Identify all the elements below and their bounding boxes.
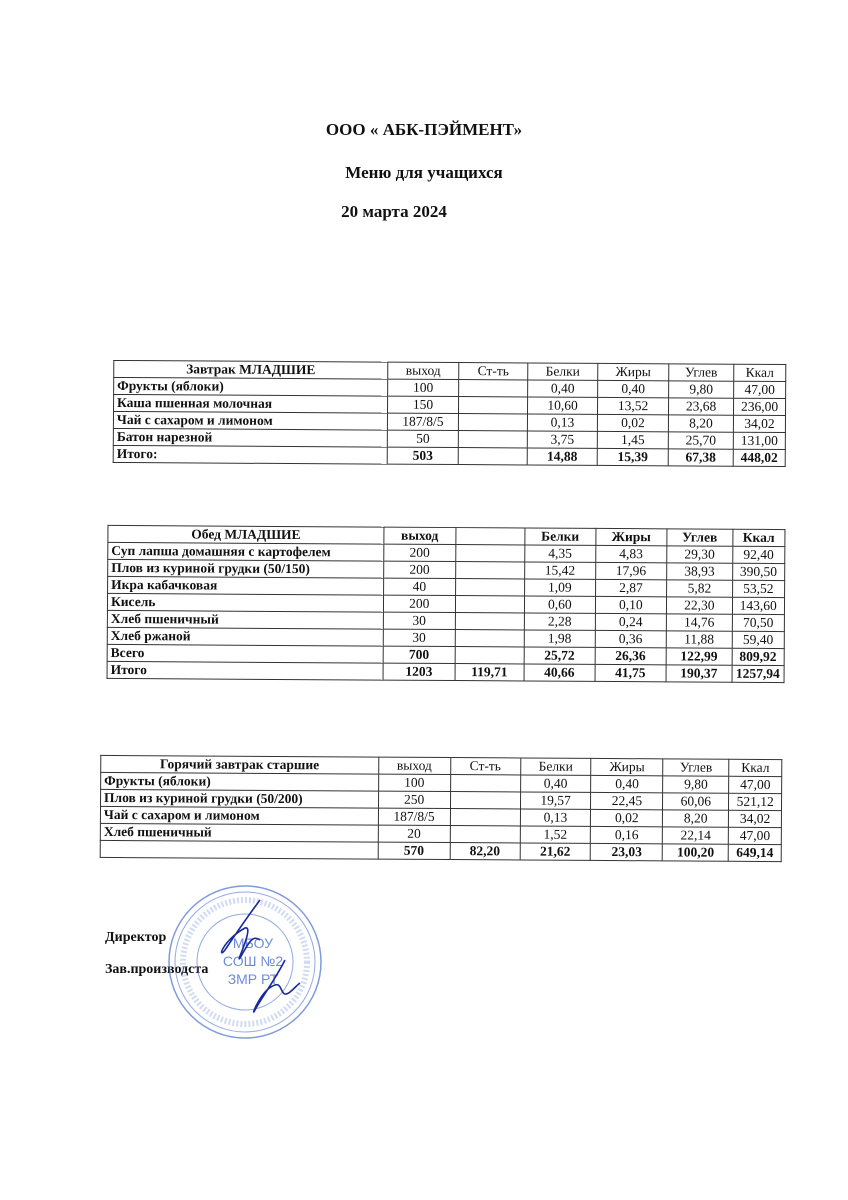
column-header: Углев (663, 759, 729, 776)
value-cell: 649,14 (728, 844, 781, 861)
value-cell (455, 562, 525, 579)
value-cell: 809,92 (732, 648, 785, 665)
value-cell: 11,88 (666, 631, 732, 648)
value-cell: 2,87 (595, 579, 667, 596)
value-cell: 236,00 (733, 398, 785, 415)
value-cell: 47,00 (734, 381, 786, 398)
director-signature-label: Директор (105, 930, 167, 945)
value-cell: 30 (383, 612, 455, 629)
value-cell: 47,00 (729, 776, 782, 793)
value-cell: 2,28 (524, 613, 595, 630)
svg-text:СОШ №2: СОШ №2 (222, 953, 284, 969)
value-cell: 53,52 (732, 580, 785, 597)
column-header: Углев (669, 364, 734, 381)
value-cell: 92,40 (732, 546, 785, 563)
value-cell: 4,35 (525, 545, 596, 562)
value-cell: 1,52 (520, 826, 591, 843)
value-cell: 60,06 (663, 793, 729, 810)
table-section-title: Горячий завтрак старшие (101, 755, 379, 774)
value-cell: 40 (384, 578, 456, 595)
value-cell (459, 380, 528, 397)
column-header: Белки (520, 758, 591, 775)
dish-name: Икра кабачковая (108, 576, 384, 595)
column-header: Ккал (734, 364, 786, 381)
dish-name: Батон нарезной (113, 428, 387, 447)
total-row (100, 840, 781, 861)
value-cell: 38,93 (667, 563, 733, 580)
value-cell: 570 (378, 842, 450, 859)
value-cell (450, 809, 520, 826)
value-cell (455, 647, 525, 664)
value-cell: 23,68 (668, 398, 733, 415)
value-cell: 82,20 (450, 843, 520, 860)
value-cell: 0,24 (595, 613, 667, 630)
production-head-signature-label: Зав.производста (105, 962, 209, 977)
dish-name: Всего (107, 644, 383, 663)
column-header: Ккал (729, 759, 782, 776)
column-header: выход (378, 757, 450, 774)
value-cell: 131,00 (733, 432, 785, 449)
value-cell: 14,88 (527, 448, 597, 465)
dish-name: Плов из куриной грудки (50/150) (108, 559, 384, 578)
value-cell: 0,13 (527, 414, 597, 431)
value-cell: 250 (378, 791, 450, 808)
value-cell: 29,30 (667, 546, 733, 563)
value-cell: 59,40 (732, 631, 785, 648)
document-subtitle: Меню для учащихся (345, 163, 503, 182)
column-header: Ст-ть (450, 758, 520, 775)
value-cell: 200 (383, 595, 455, 612)
value-cell: 143,60 (732, 597, 785, 614)
dish-name: Фрукты (яблоки) (101, 772, 379, 791)
dish-name (100, 840, 378, 859)
svg-text:ЗМР РТ: ЗМР РТ (227, 971, 279, 987)
value-cell: 521,12 (729, 793, 782, 810)
total-row (107, 661, 784, 682)
value-cell: 34,02 (733, 415, 785, 432)
menu-date: 20 марта 2024 (341, 202, 447, 221)
value-cell: 14,76 (666, 614, 732, 631)
dish-name: Каша пшенная молочная (114, 394, 388, 413)
value-cell (458, 414, 527, 431)
value-cell: 40,66 (524, 664, 595, 681)
table-section-title: Обед МЛАДШИЕ (108, 525, 384, 544)
dish-name: Чай с сахаром и лимоном (100, 806, 378, 825)
value-cell: 187/8/5 (378, 808, 450, 825)
value-cell: 0,13 (520, 809, 591, 826)
total-row (113, 445, 785, 466)
value-cell: 26,36 (595, 647, 667, 664)
value-cell: 20 (378, 825, 450, 842)
value-cell: 25,70 (668, 432, 733, 449)
value-cell: 22,14 (663, 827, 729, 844)
value-cell: 100 (388, 379, 459, 396)
dish-name: Итого (107, 661, 383, 680)
value-cell: 8,20 (663, 810, 729, 827)
value-cell (455, 613, 525, 630)
value-cell (458, 448, 527, 465)
value-cell: 13,52 (597, 397, 668, 414)
value-cell: 5,82 (667, 580, 733, 597)
value-cell: 0,60 (524, 596, 595, 613)
value-cell: 119,71 (455, 664, 525, 681)
dish-name: Кисель (107, 593, 383, 612)
value-cell: 150 (388, 396, 459, 413)
value-cell: 22,30 (667, 597, 733, 614)
value-cell: 390,50 (732, 563, 785, 580)
organization-name: ООО « АБК-ПЭЙМЕНТ» (325, 120, 523, 139)
table-section-title: Завтрак МЛАДШИЕ (114, 360, 388, 379)
value-cell: 34,02 (729, 810, 782, 827)
value-cell: 22,45 (591, 792, 663, 809)
dish-name: Хлеб ржаной (107, 627, 383, 646)
column-header: Ккал (732, 529, 785, 546)
value-cell: 448,02 (733, 449, 785, 466)
value-cell: 19,57 (520, 792, 591, 809)
value-cell (455, 579, 525, 596)
value-cell: 23,03 (591, 843, 663, 860)
column-header: Жиры (595, 528, 667, 545)
value-cell: 1203 (383, 663, 455, 680)
value-cell: 503 (387, 447, 458, 464)
value-cell: 0,02 (591, 809, 663, 826)
dish-name: Итого: (113, 445, 387, 464)
dish-name: Хлеб пшеничный (100, 823, 378, 842)
value-cell: 50 (387, 430, 458, 447)
value-cell: 9,80 (669, 381, 734, 398)
value-cell (450, 792, 520, 809)
value-cell: 3,75 (527, 431, 597, 448)
value-cell: 9,80 (663, 776, 729, 793)
column-header: выход (384, 527, 456, 544)
value-cell: 0,40 (591, 775, 663, 792)
value-cell (455, 596, 525, 613)
value-cell: 10,60 (527, 397, 597, 414)
value-cell: 0,02 (597, 414, 668, 431)
value-cell: 0,16 (591, 826, 663, 843)
column-header: Ст-ть (459, 363, 528, 380)
value-cell: 0,40 (598, 380, 669, 397)
value-cell: 15,39 (597, 448, 668, 465)
dish-name: Хлеб пшеничный (107, 610, 383, 629)
value-cell (455, 545, 525, 562)
value-cell: 15,42 (525, 562, 596, 579)
dish-name: Чай с сахаром и лимоном (113, 411, 387, 430)
value-cell: 0,40 (520, 775, 591, 792)
value-cell: 1257,94 (732, 665, 785, 682)
dish-name: Фрукты (яблоки) (114, 377, 388, 396)
value-cell (455, 630, 525, 647)
table-hot-breakfast-senior (100, 755, 783, 862)
value-cell: 8,20 (668, 415, 733, 432)
value-cell: 67,38 (668, 449, 733, 466)
value-cell: 25,72 (524, 647, 595, 664)
table-lunch-junior (107, 525, 786, 683)
value-cell: 0,36 (595, 630, 667, 647)
value-cell: 30 (383, 629, 455, 646)
value-cell: 4,83 (595, 545, 667, 562)
value-cell: 70,50 (732, 614, 785, 631)
value-cell (458, 431, 527, 448)
column-header: Жиры (598, 363, 669, 380)
column-header: выход (388, 362, 459, 379)
value-cell: 122,99 (666, 648, 732, 665)
value-cell: 47,00 (729, 827, 782, 844)
column-header: Белки (528, 363, 598, 380)
column-header: Белки (525, 528, 596, 545)
value-cell (450, 775, 520, 792)
value-cell (458, 397, 527, 414)
value-cell: 17,96 (595, 562, 667, 579)
value-cell: 100 (378, 774, 450, 791)
value-cell: 190,37 (666, 665, 732, 682)
column-header: Жиры (591, 758, 663, 775)
value-cell: 21,62 (520, 843, 591, 860)
column-header (455, 528, 525, 545)
value-cell: 1,09 (525, 579, 596, 596)
value-cell: 0,40 (528, 380, 598, 397)
value-cell: 100,20 (663, 844, 729, 861)
value-cell: 187/8/5 (387, 413, 458, 430)
value-cell: 1,45 (597, 431, 668, 448)
svg-text:МБОУ: МБОУ (232, 935, 274, 951)
value-cell: 200 (384, 544, 456, 561)
dish-name: Плов из куриной грудки (50/200) (101, 789, 379, 808)
value-cell: 41,75 (595, 664, 667, 681)
school-stamp (165, 880, 335, 1050)
value-cell: 700 (383, 646, 455, 663)
dish-name: Суп лапша домашняя с картофелем (108, 542, 384, 561)
value-cell (450, 826, 520, 843)
table-breakfast-junior (113, 360, 787, 467)
value-cell: 1,98 (524, 630, 595, 647)
value-cell: 200 (384, 561, 456, 578)
value-cell: 0,10 (595, 596, 667, 613)
column-header: Углев (667, 529, 733, 546)
